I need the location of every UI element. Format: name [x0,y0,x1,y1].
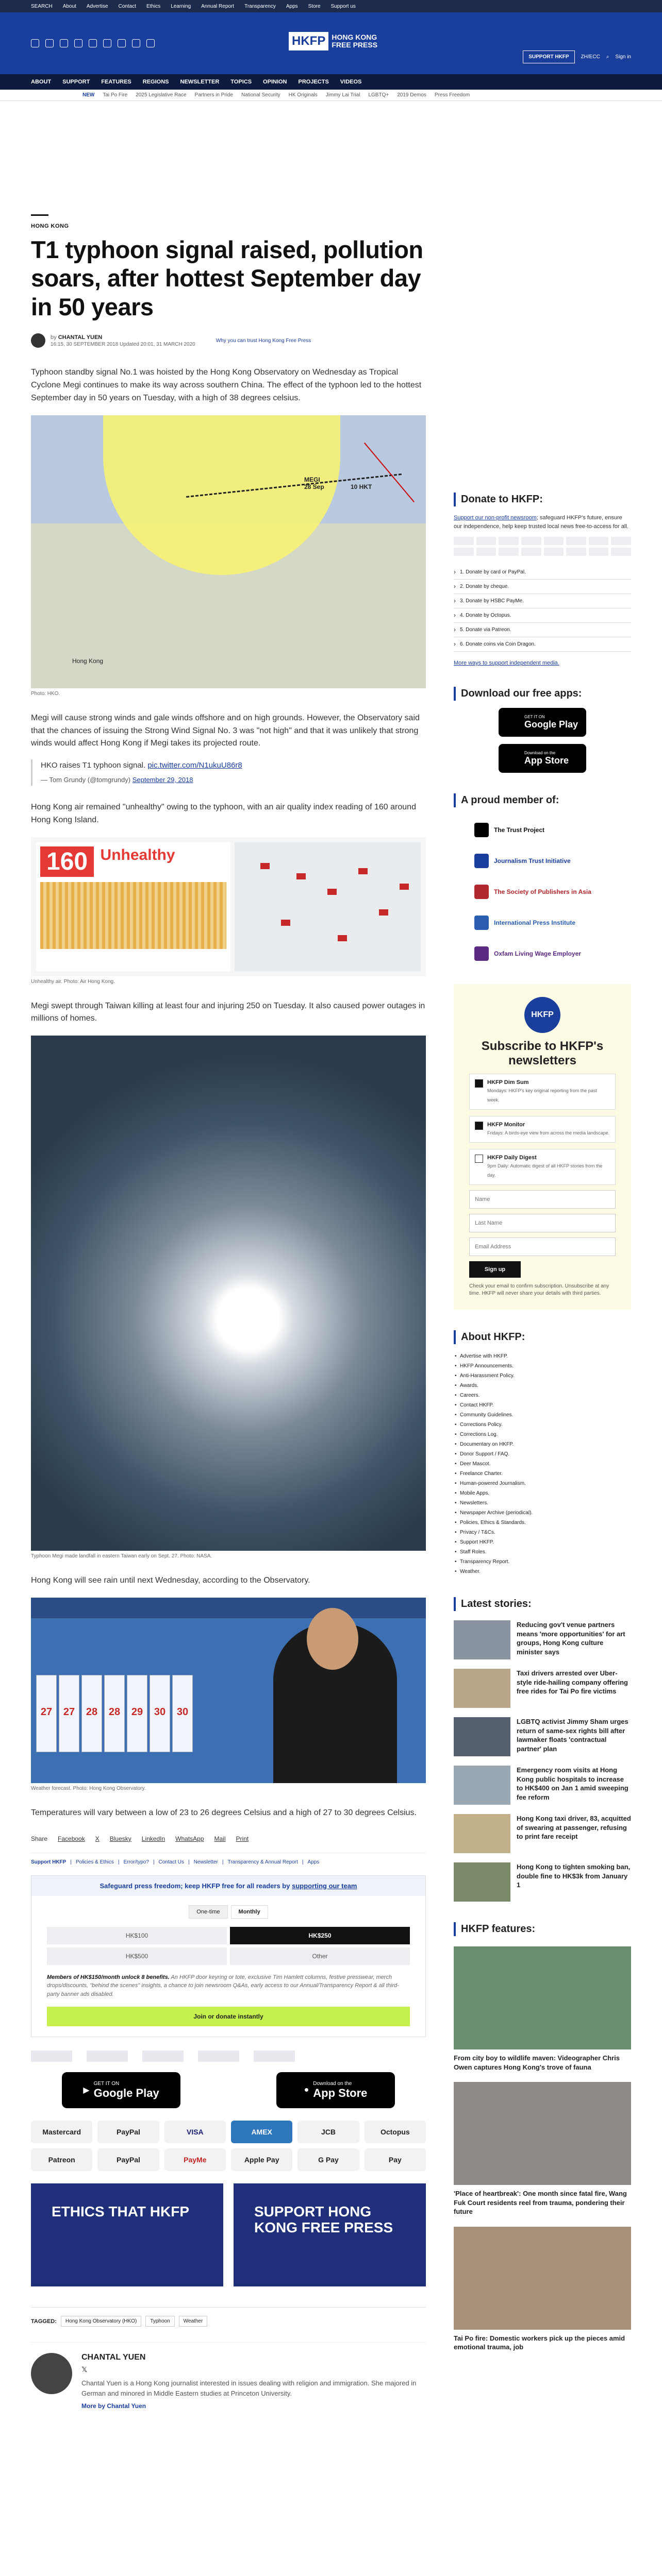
share-print[interactable]: Print [236,1835,249,1842]
payment-logo[interactable]: Pay [365,2148,426,2171]
trending-item[interactable]: Partners in Pride [194,92,234,98]
rss-icon[interactable] [146,39,155,47]
about-link[interactable]: About [62,3,76,9]
payment-logo[interactable]: JCB [297,2121,359,2143]
app-store-button[interactable]: Download on the App Store [499,744,586,773]
satellite-figure [31,1036,426,1559]
tweet-date-link[interactable]: September 29, 2018 [132,776,193,784]
weather-forecast-image: 27 27 28 28 29 30 30 [31,1598,426,1783]
footer-link[interactable]: Transparency & Annual Report [227,1859,298,1865]
tag-list: TAGGED: Hong Kong Observatory (HKO) Typhoon Weather [31,2307,426,2327]
avatar[interactable] [31,333,45,348]
footer-link[interactable]: Apps [307,1859,320,1865]
newsletter-note: Check your email to confirm subscription. Unsubscribe at any time. HKFP will never share your details with third parties. [469,1283,609,1297]
story-thumbnail[interactable] [454,1620,510,1659]
search-link[interactable]: SEARCH [31,3,53,9]
checkbox[interactable] [475,1122,483,1130]
ipi-logo[interactable] [198,2050,239,2062]
feature-image[interactable] [454,2227,631,2330]
story-thumbnail[interactable] [454,1814,510,1853]
checkbox[interactable] [475,1155,483,1163]
latest-heading: Latest stories: [454,1597,631,1611]
email-input[interactable] [469,1238,616,1256]
apps-heading: Download our free apps: [454,687,631,701]
about-link[interactable]: • Careers. [454,1391,631,1400]
paragraph: Typhoon standby signal No.1 was hoisted by the Hong Kong Observatory on Wednesday as Tropical Cyclone Megi continues to make its way across southern China. The effect of the typhoon led to the hottest September day in 50 years on Tuesday, with a high of 38 degrees celsius. [31,368,422,402]
article-footer-links: Support HKFP | Policies & Ethics | Error/typo? | Contact Us | Newsletter | Transparency & Annual Report | Apps [31,1853,426,1865]
story-thumbnail[interactable] [454,1766,510,1805]
story-item[interactable]: Hong Kong to tighten smoking ban, double fine to HK$3k from January 1 [454,1862,631,1902]
member-org[interactable]: International Press Institute [474,907,631,938]
tag-link[interactable]: Typhoon [145,2316,174,2327]
amount-option[interactable]: HK$100 [47,1927,227,1944]
newsletter-option[interactable]: HKFP Monitor Fridays: A birds-eye view from across the media landscape. [469,1116,616,1143]
top-utility-bar [0,0,662,12]
amount-option-other[interactable]: Other [230,1947,410,1965]
about-link[interactable]: • Policies, Ethics & Standards. [454,1518,631,1528]
donate-option[interactable]: › 1. Donate by card or PayPal. [454,565,631,580]
sign-up-button[interactable]: Sign up [469,1261,521,1278]
donate-option[interactable]: › 2. Donate by cheque. [454,580,631,594]
trending-item[interactable]: 2025 Legislative Race [136,92,187,98]
tag-link[interactable]: Weather [179,2316,208,2327]
aqi-value: 160 [40,846,94,877]
x-icon[interactable]: 𝕏 [81,2365,88,2374]
article-category[interactable]: HONG KONG [31,223,69,229]
about-link[interactable]: • Donor Support / FAQ. [454,1449,631,1459]
threads-icon[interactable] [74,39,82,47]
paragraph: Hong Kong will see rain until next Wednesday, according to the Observatory. [31,1576,310,1585]
tweet-media-link[interactable]: pic.twitter.com/N1ukuU86r8 [147,761,242,770]
donate-option[interactable]: › 3. Donate by HSBC PayMe. [454,594,631,608]
member-org[interactable]: The Trust Project [474,815,631,845]
mail-icon[interactable] [132,39,140,47]
payment-logo[interactable]: G Pay [297,2148,359,2171]
about-link[interactable]: • HKFP Announcements. [454,1361,631,1371]
payment-logo[interactable]: VISA [164,2121,226,2143]
donate-heading: Donate to HKFP: [454,493,631,506]
trending-item[interactable]: National Security [241,92,280,98]
share-facebook[interactable]: Facebook [58,1835,85,1842]
about-links [454,1351,631,1577]
author-box [31,2342,426,2410]
newsletter-option[interactable]: HKFP Daily Digest 9pm Daily: Automatic digest of all HKFP stories from the day. [469,1149,616,1185]
donation-box: Safeguard press freedom; keep HKFP free for all readers by supporting our team One-time Monthly HK$100 HK$250 HK$500 Other Members of HK$150/month unlock 8 benefits. An HKFP door keyring or tote, exclusive Tim Hamlett columns, festive presswear, merch drops/discounts, "behind the scenes" insights, a chance to join newsroom Q&As, early access to our Annual/Transparency Report & all third-party banner ads disabled. Join or donate instantly [31,1875,426,2038]
ethics-banner[interactable]: ETHICS THAT HKFP [31,2183,223,2286]
footer-link[interactable]: Support HKFP [31,1859,67,1865]
about-link[interactable]: • Documentary on HKFP. [454,1439,631,1449]
share-x[interactable]: X [95,1835,100,1842]
apple-icon: ● [304,2086,309,2095]
divider [31,214,48,216]
nav-support[interactable]: SUPPORT [62,79,90,85]
checkbox[interactable] [475,1079,483,1088]
about-link[interactable]: • Corrections Log. [454,1430,631,1439]
language-link[interactable]: ZH/ECC [581,54,600,60]
ethics-link[interactable]: Ethics [146,3,161,9]
nav-projects[interactable]: PROJECTS [298,79,329,85]
facebook-icon[interactable] [31,39,39,47]
story-item[interactable]: Hong Kong taxi driver, 83, acquitted of swearing at passenger, refusing to print fare receipt [454,1814,631,1853]
about-link[interactable]: • Freelance Charter. [454,1469,631,1479]
article [31,214,426,2410]
payment-logos [454,537,631,556]
weather-figure [31,1598,426,1791]
header-actions [523,50,631,63]
social-links [31,39,155,47]
promo-banners [31,2183,426,2286]
hkfp-logo: HKFP [524,997,560,1033]
support-us-link[interactable]: Support us [330,3,356,9]
about-link[interactable]: • Awards. [454,1381,631,1391]
footer-link[interactable]: Error/typo? [123,1859,149,1865]
about-link[interactable]: • Weather. [454,1567,631,1577]
article-title: T1 typhoon signal raised, pollution soars, after hottest September day in 50 years [31,236,423,320]
about-link[interactable]: • Deer Mascot. [454,1459,631,1469]
about-link[interactable]: • Advertise with HKFP. [454,1351,631,1361]
tab-monthly[interactable]: Monthly [231,1905,268,1919]
newsletter-heading: Subscribe to HKFP's newsletters [481,1039,604,1067]
feature-item[interactable]: Tai Po fire: Domestic workers pick up the pieces amid emotional trauma, job [454,2227,631,2352]
nav-about[interactable]: ABOUT [31,79,52,85]
telegram-icon[interactable] [118,39,126,47]
trending-item[interactable]: 2019 Demos [397,92,426,98]
paragraph: Megi swept through Taiwan killing at least four and injuring 250 on Tuesday. It also caused power outages in millions of homes. [31,1001,425,1023]
trending-bar [0,90,662,101]
figure-caption: Unhealthy air. Photo: Air Hong Kong. [31,978,115,985]
store-link[interactable]: Store [308,3,321,9]
nonprofit-link[interactable]: Support our non-profit newsroom [454,515,537,521]
payment-logo[interactable]: Patreon [31,2148,92,2171]
article-date: 16:15, 30 SEPTEMBER 2018 Updated 20:01, 31 MARCH 2020 [51,341,195,347]
learning-link[interactable]: Learning [171,3,191,9]
payment-logo[interactable]: Apple Pay [231,2148,292,2171]
payment-logo[interactable]: PayPal [97,2121,159,2143]
more-ways-link[interactable]: More ways to support independent media. [454,660,559,666]
first-name-input[interactable] [469,1190,616,1209]
brand-header [0,12,662,74]
trending-item[interactable]: Tai Po Fire [103,92,128,98]
typhoon-track-map: MEGI 28 Sep 10 HKT Hong Kong [31,415,426,688]
trust-project-logo[interactable] [31,2050,72,2062]
nav-regions[interactable]: REGIONS [142,79,169,85]
footer-link[interactable]: Contact Us [158,1859,185,1865]
feature-item[interactable]: From city boy to wildlife maven: Videographer Chris Owen captures Hong Kong's trove of fauna [454,1946,631,2072]
instagram-icon[interactable] [60,39,68,47]
living-wage-logo[interactable] [254,2050,295,2062]
trending-item[interactable]: Jimmy Lai Trial [325,92,360,98]
story-thumbnail[interactable] [454,1862,510,1902]
search-icon[interactable]: ⌕ [606,54,609,60]
author-name[interactable]: CHANTAL YUEN [81,2353,146,2362]
feature-image[interactable] [454,1946,631,2049]
membership-note: Members of HK$150/month unlock 8 benefits. An HKFP door keyring or tote, exclusive Tim Hamlett columns, festive presswear, merch drops/discounts, "behind the scenes" insights, a chance to join newsroom Q&As, early access to our Annual/Transparency Report & all third-party banner ads disabled. [47,1974,399,1997]
amount-option[interactable]: HK$500 [47,1947,227,1965]
join-donate-button[interactable]: Join or donate instantly [47,2007,410,2026]
payment-logo[interactable]: AMEX [231,2121,292,2143]
about-link[interactable]: • Newsletters. [454,1498,631,1508]
author-link[interactable]: CHANTAL YUEN [58,334,103,341]
trust-link[interactable]: Why you can trust Hong Kong Free Press [216,337,311,344]
payment-logo[interactable]: Octopus [365,2121,426,2143]
feature-image[interactable] [454,2082,631,2185]
share-whatsapp[interactable]: WhatsApp [175,1835,204,1842]
paragraph: Temperatures will vary between a low of 23 to 26 degrees Celsius and a high of 27 to 30 degrees Celsius. [31,1808,417,1817]
donate-option[interactable]: › 5. Donate via Patreon. [454,623,631,637]
member-org[interactable]: Journalism Trust Initiative [474,845,631,876]
amount-option-selected[interactable]: HK$250 [230,1927,410,1944]
bluesky-icon[interactable] [89,39,97,47]
google-play-button[interactable]: GET IT ON Google Play [499,708,586,737]
support-hkfp-button[interactable]: SUPPORT HKFP [523,50,574,63]
trending-label: NEW [82,92,95,98]
about-link[interactable]: • Staff Roles. [454,1547,631,1557]
trending-item[interactable]: Press Freedom [434,92,470,98]
member-heading: A proud member of: [454,793,631,807]
donate-options [454,565,631,652]
aqi-map [235,842,421,971]
about-link[interactable]: • Corrections Policy. [454,1420,631,1430]
donate-option[interactable]: › 6. Donate coins via Coin Dragon. [454,637,631,652]
share-linkedin[interactable]: LinkedIn [141,1835,166,1842]
figure-caption: Typhoon Megi made landfall in eastern Taiwan early on Sept. 27. Photo: NASA. [31,1553,212,1560]
story-item[interactable]: Emergency room visits at Hong Kong public hospitals to increase to HK$400 on Jan 1 amid sweeping fee reform [454,1766,631,1805]
byline: by CHANTAL YUEN 16:15, 30 SEPTEMBER 2018 Updated 20:01, 31 MARCH 2020 Why you can trust Hong Kong Free Press [31,333,426,348]
contact-link[interactable]: Contact [118,3,136,9]
story-item[interactable]: Reducing gov't venue partners means 'more opportunities' for art groups, Hong Kong culture minister says [454,1620,631,1659]
support-banner[interactable]: SUPPORT HONG KONG FREE PRESS [234,2183,426,2286]
google-play-button[interactable]: ▶ GET IT ON Google Play [62,2072,180,2108]
more-by-author-link[interactable]: More by Chantal Yuen [81,2402,146,2410]
youtube-icon[interactable] [103,39,111,47]
share-label: Share [31,1835,48,1842]
author-bio: Chantal Yuen is a Hong Kong journalist interested in issues dealing with religion and immigration. She majored in German and minored in Middle Eastern studies at Princeton University. [81,2379,417,2397]
air-quality-image [31,837,426,976]
sign-in-link[interactable]: Sign in [615,54,631,60]
nav-topics[interactable]: TOPICS [230,79,252,85]
app-store-buttons [31,2072,426,2108]
trending-item[interactable]: HK Originals [288,92,318,98]
about-heading: About HKFP: [454,1330,631,1344]
story-item[interactable]: LGBTQ activist Jimmy Sham urges return of same-sex rights bill after lawmaker floats 'contractual partner' plan [454,1717,631,1756]
last-name-input[interactable] [469,1214,616,1232]
paragraph: Megi will cause strong winds and gale winds offshore and on high grounds. However, the Observatory said that the chances of issuing the Strong Wind Signal No. 3 was "not high" and that it was unlikely that strong winds would affect Hong Kong if Megi takes its projected route. [31,713,420,748]
about-link[interactable]: • Contact HKFP. [454,1400,631,1410]
tab-one-time[interactable]: One-time [189,1905,227,1919]
sopa-logo[interactable] [142,2050,184,2062]
satellite-image [31,1036,426,1551]
about-link[interactable]: • Community Guidelines. [454,1410,631,1420]
about-link[interactable]: • Human-powered Journalism. [454,1479,631,1488]
about-link[interactable]: • Newspaper Archive (periodical). [454,1508,631,1518]
trending-item[interactable]: LGBTQ+ [368,92,389,98]
story-thumbnail[interactable] [454,1669,510,1708]
paragraph: Hong Kong air remained "unhealthy" owing to the typhoon, with an air quality index reading of 160 around Hong Kong Island. [31,802,416,824]
sidebar: Donate to HKFP: Support our non-profit newsroom; safeguard HKFP's future, ensure our independence, help keep trusted local news free-to-access for all. › 1. Donate by card or PayPal. › 2. Donate by cheque. › 3. Donate by HSBC PayMe. › 4. Donate by Octopus. › 5. Donate via Patreon. › 6. Donate coins via Coin Dragon. More ways to support independent media. Download our free apps: GET IT ON Google Play Download on the App Store A proud member of: The Trust Project Journalism Trust Initiative The Society of Publishers in Asia International Press Institute Oxfam Living Wage Employer HKFP Subscribe to HKFP's newsletters HKFP Dim Sum Mondays: HKFP's key original reporting from the past week. HKFP Monitor Fridays: A birds-eye view from across the media landscape. HKFP Daily Digest 9pm Daily: Automatic digest of all HKFP stories from the day. Name Last Name Email Address Sign up Check your email to confirm subscription. Unsubscribe at any time. HKFP will never share your details with third parties. About HKFP: • Advertise with HKFP. • HKFP Announcements. • Anti-Harassment Policy. • Awards. • Careers. • Contact HKFP. • Community Guidelines. • Corrections Policy. • Corrections Log. • Documentary on HKFP. • Donor Support / FAQ. • Deer Mascot. • Freelance Charter. • Human-powered Journalism. • Mobile Apps. • Newsletters. • Newspaper Archive (periodical). • Policies, Ethics & Standards. • Privacy / T&Cs. • Support HKFP. • Staff Roles. • Transparency Report. • Weather. Latest stories: Reducing gov't venue partners means 'more opportunities' for art groups, Hong Kong culture minister says Taxi drivers arrested over Uber-style ride-hailing company offering free rides for Tai Po fire victims LGBTQ activist Jimmy Sham urges return of same-sex rights bill after lawmaker floats 'contractual partner' plan Emergency room visits at Hong Kong public hospitals to increase to HK$400 on Jan 1 amid sweeping fee reform Hong Kong taxi driver, 83, acquitted of swearing at passenger, refusing to print fare receipt Hong Kong to tighten smoking ban, double fine to HK$3k from January 1 HKFP features: From city boy to wildlife maven: Videographer Chris Owen captures Hong Kong's trove of fauna 'Place of heartbreak': One month since fatal fire, Wang Fuk Court residents reel from trauma, pondering their future Tai Po fire: Domestic workers pick up the pieces amid emotional trauma, job [454,493,631,2352]
donate-option[interactable]: › 4. Donate by Octopus. [454,608,631,623]
features-heading: HKFP features: [454,1922,631,1936]
footer-link[interactable]: Policies & Ethics [75,1859,114,1865]
payment-logo[interactable]: PayPal [97,2148,159,2171]
about-link[interactable]: • Anti-Harassment Policy. [454,1371,631,1381]
apps-link[interactable]: Apps [286,3,298,9]
avatar[interactable] [31,2353,72,2394]
annual-report-link[interactable]: Annual Report [201,3,235,9]
about-link[interactable]: • Support HKFP. [454,1537,631,1547]
about-link[interactable]: • Transparency Report. [454,1557,631,1567]
about-link[interactable]: • Mobile Apps. [454,1488,631,1498]
play-icon: ▶ [83,2086,90,2095]
payment-logo[interactable]: Mastercard [31,2121,92,2143]
figure-caption: Weather forecast. Photo: Hong Kong Observatory. [31,1785,146,1791]
support-team-link[interactable]: supporting our team [292,1882,357,1890]
advertise-link[interactable]: Advertise [86,3,108,9]
footer-link[interactable]: Newsletter [193,1859,218,1865]
newsletter-option[interactable]: HKFP Dim Sum Mondays: HKFP's key original reporting from the past week. [469,1074,616,1110]
payment-methods [31,2121,426,2171]
jti-logo[interactable] [87,2050,128,2062]
aqi-figure [31,837,426,985]
figure-caption: Photo: HKO. [31,690,60,697]
member-badges [31,2050,426,2062]
payment-logo[interactable]: PayMe [164,2148,226,2171]
share-bluesky[interactable]: Bluesky [109,1835,131,1842]
tag-link[interactable]: Hong Kong Observatory (HKO) [61,2316,141,2327]
transparency-link[interactable]: Transparency [244,3,276,9]
story-thumbnail[interactable] [454,1717,510,1756]
about-link[interactable]: • Privacy / T&Cs. [454,1528,631,1537]
typhoon-map-figure [31,415,426,697]
share-mail[interactable]: Mail [214,1835,226,1842]
aqi-level: Unhealthy [100,846,175,863]
story-item[interactable]: Taxi drivers arrested over Uber-style ride-hailing company offering free rides for Tai Po fire victims [454,1669,631,1708]
nav-opinion[interactable]: OPINION [263,79,287,85]
feature-item[interactable]: 'Place of heartbreak': One month since fatal fire, Wang Fuk Court residents reel from trauma, pondering their future [454,2082,631,2216]
nav-newsletter[interactable]: NEWSLETTER [180,79,220,85]
member-org[interactable]: Oxfam Living Wage Employer [474,938,631,969]
nav-videos[interactable]: VIDEOS [340,79,362,85]
member-org[interactable]: The Society of Publishers in Asia [474,876,631,907]
main-nav [0,74,662,90]
embedded-tweet: HKO raises T1 typhoon signal. pic.twitter.com/N1ukuU86r8 — Tom Grundy (@tomgrundy) September 29, 2018 [31,759,426,786]
newsletter-signup [454,985,631,1310]
site-logo[interactable]: HKFP HONG KONG FREE PRESS [289,32,377,50]
app-store-button[interactable]: ● Download on the App Store [276,2072,395,2108]
nav-features[interactable]: FEATURES [101,79,131,85]
share-bar [31,1835,426,1842]
x-icon[interactable] [45,39,54,47]
